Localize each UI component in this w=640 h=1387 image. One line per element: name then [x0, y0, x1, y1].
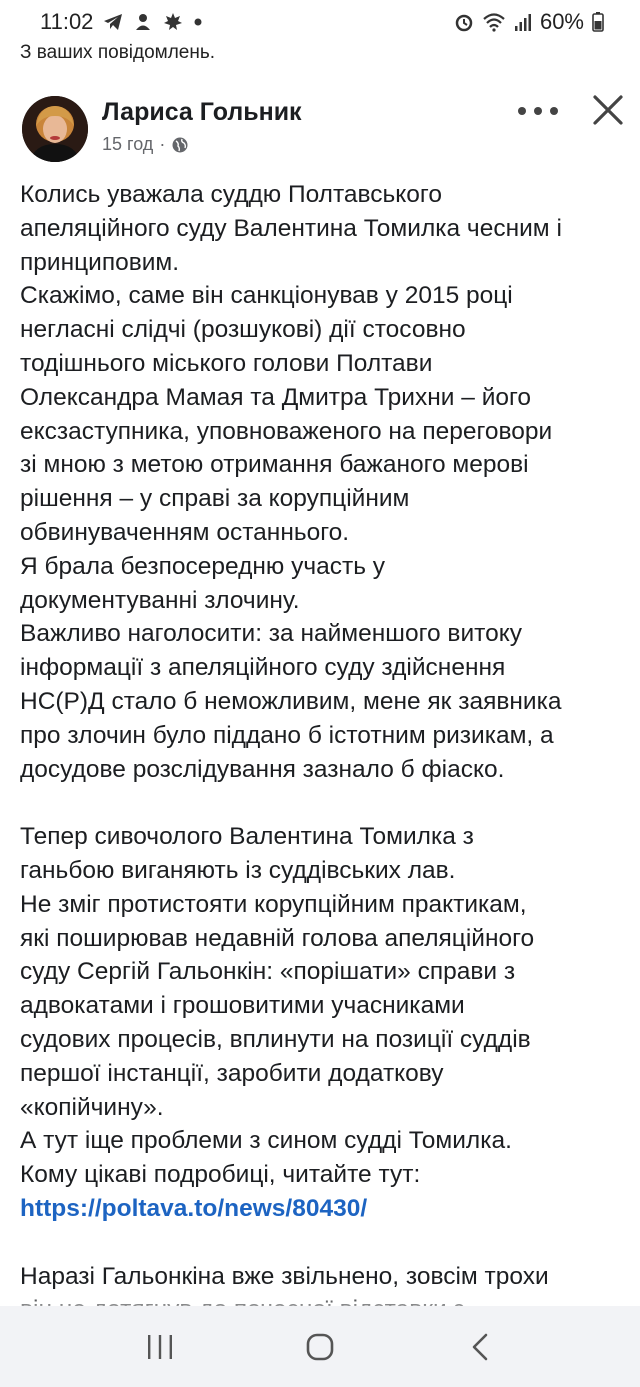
- post-text-line: Олександра Мамая та Дмитра Трихни – його: [20, 383, 532, 411]
- home-icon: [305, 1332, 335, 1362]
- post-text: [20, 178, 626, 1192]
- post-text-line: обвинуваченням останнього.: [20, 518, 350, 546]
- post-text-line: принциповим.: [20, 248, 180, 276]
- post-text-line: ексзаступника, уповноваженого на переговори: [20, 417, 553, 445]
- post-text-line: негласні слідчі (розшукові) дії стосовно: [20, 316, 466, 344]
- back-button[interactable]: [450, 1317, 510, 1377]
- avatar[interactable]: [22, 96, 88, 162]
- post-text-line: Не зміг протистояти корупційним практикам,: [20, 890, 527, 918]
- post-text-line: які поширював недавній голова апеляційного: [20, 924, 535, 952]
- post-text-line: тодішнього міського голови Полтави: [20, 349, 433, 377]
- recent-apps-icon: [145, 1333, 175, 1361]
- post-text-line: інформації з апеляційного суду здійснення: [20, 654, 506, 682]
- dot-icon: [193, 17, 203, 27]
- post-text-line: документуванні злочину.: [20, 586, 300, 614]
- post-text-line: першої інстанції, заробити додаткову: [20, 1059, 444, 1087]
- maple-leaf-icon: [163, 12, 183, 32]
- recent-apps-button[interactable]: [130, 1317, 190, 1377]
- close-button[interactable]: [588, 90, 628, 130]
- post-meta: [102, 134, 189, 155]
- wifi-icon: [482, 12, 506, 32]
- post-text-line: про злочин було піддано б істотним ризикам, а: [20, 721, 554, 749]
- close-icon: [592, 94, 624, 126]
- back-icon: [468, 1332, 492, 1362]
- shared-from-messages-notice: З ваших повідомлень.: [20, 42, 216, 63]
- author-name[interactable]: Лариса Гольник: [102, 98, 302, 126]
- post-text-line: Я брала безпосередню участь у: [20, 552, 386, 580]
- home-button[interactable]: [290, 1317, 350, 1377]
- post-text-line: Колись уважала суддю Полтавського: [20, 181, 442, 208]
- post-text-line: апеляційного суду Валентина Томилка чесним і: [20, 214, 562, 242]
- post-text-line: суду Сергій Гальонкін: «порішати» справи з: [20, 958, 516, 986]
- post-text-line: Кому цікаві подробиці, читайте тут:: [20, 1161, 421, 1189]
- status-right: [454, 9, 604, 35]
- post-text-line: зі мною з метою отримання бажаного мерові: [20, 451, 529, 479]
- more-options-button[interactable]: [516, 96, 560, 126]
- clock: 11:02: [40, 9, 94, 34]
- post-text-line: НС(Р)Д стало б неможливим, мене як заявника: [20, 687, 562, 715]
- post-link[interactable]: https://poltava.to/news/80430/: [20, 1194, 368, 1222]
- post-text-line: рішення – у справі за корупційним: [20, 485, 410, 513]
- post-text-line: А тут іще проблеми з сином судді Томилка.: [20, 1127, 512, 1155]
- battery-icon: [592, 12, 604, 32]
- paragraph-gap: [20, 1226, 626, 1260]
- signal-icon: [514, 12, 532, 32]
- globe-icon: [171, 136, 189, 154]
- post-text-line: Скажімо, саме він санкціонував у 2015 році: [20, 282, 513, 310]
- meta-separator: ·: [159, 134, 166, 154]
- post-header: [22, 96, 622, 166]
- battery-percent: 60%: [539, 9, 584, 34]
- post-text-line: ганьбою виганяють із суддівських лав.: [20, 856, 456, 884]
- more-dots-icon: [516, 106, 560, 116]
- paragraph-gap: [20, 786, 626, 820]
- post-text-line: судових процесів, вплинути на позиції суддів: [20, 1025, 531, 1053]
- post-text-line: адвокатами і грошовитими учасниками: [20, 992, 465, 1020]
- post-text-line: «копійчину».: [20, 1093, 164, 1121]
- incognito-icon: [133, 12, 153, 32]
- post-text-line: Наразі Гальонкіна вже звільнено, зовсім трохи: [20, 1262, 549, 1290]
- status-left: [40, 9, 203, 35]
- status-bar: [0, 0, 640, 44]
- post-time[interactable]: 15 год: [102, 134, 154, 154]
- system-nav-bar: [0, 1306, 640, 1387]
- telegram-icon: [103, 13, 123, 31]
- post-text-line: Важливо наголосити: за найменшого витоку: [20, 620, 522, 648]
- alarm-icon: [454, 12, 474, 32]
- post-body: [20, 178, 626, 1327]
- post-text-line: Тепер сивочолого Валентина Томилка з: [20, 823, 474, 851]
- post-text-line: досудове розслідування зазнало б фіаско.: [20, 755, 505, 783]
